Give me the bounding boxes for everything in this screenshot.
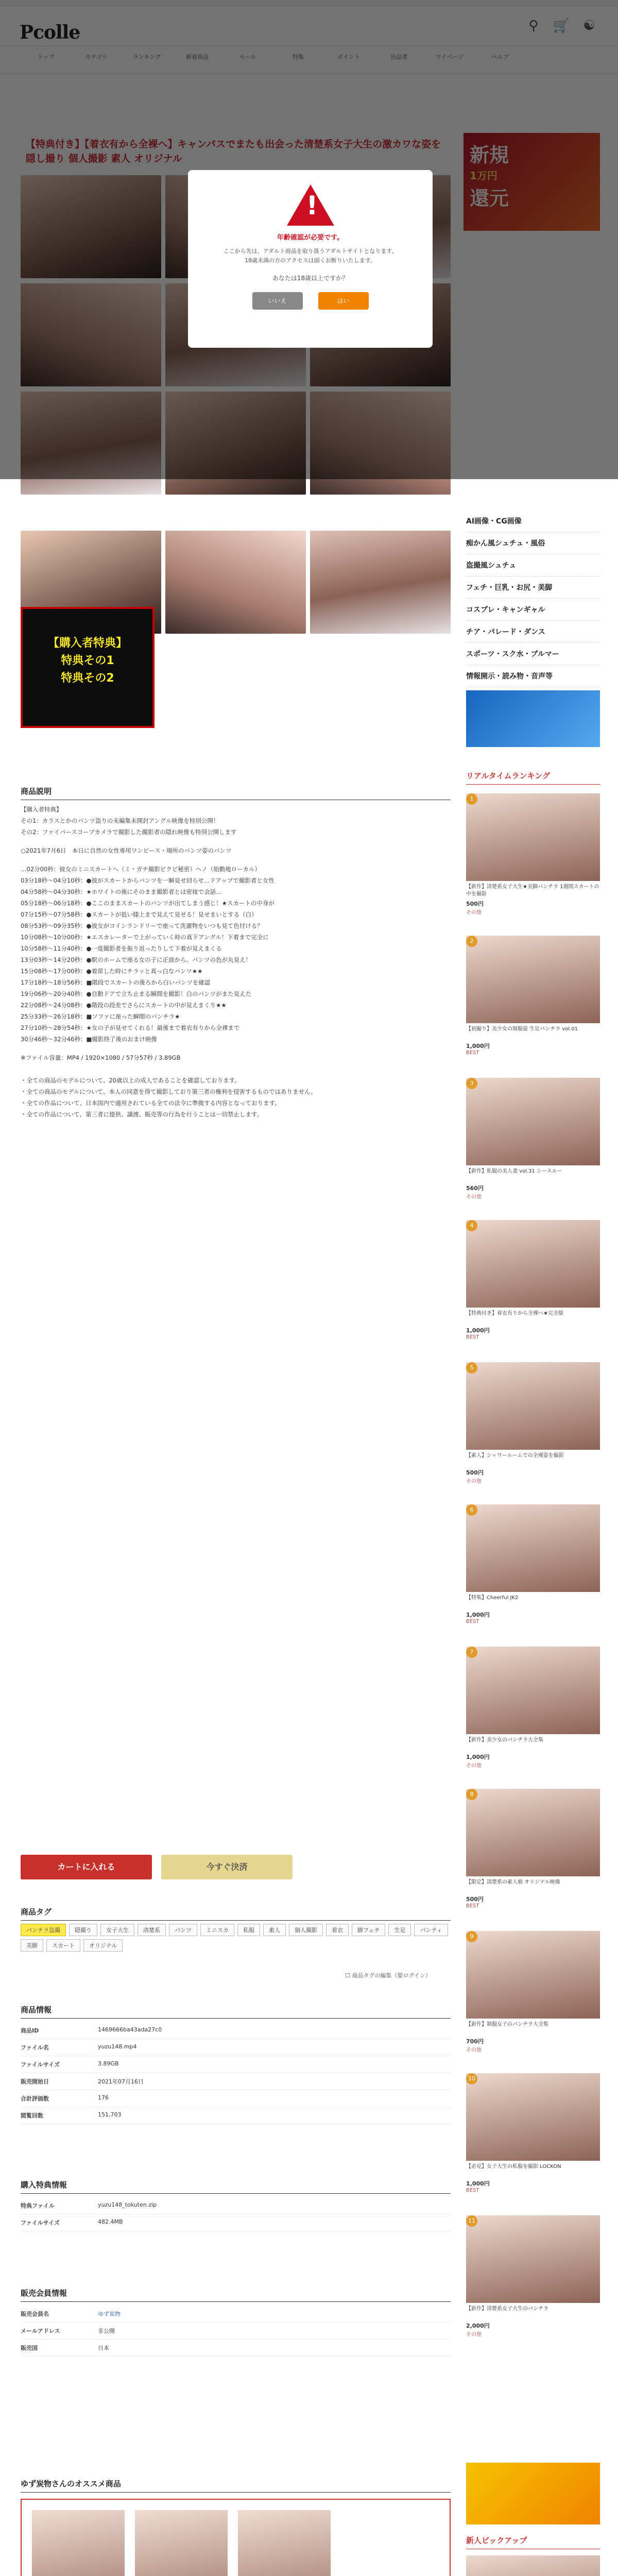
ad-banner[interactable] <box>466 690 600 747</box>
info-row <box>21 2214 451 2231</box>
rank-badge: 10 <box>466 2073 477 2084</box>
info-key: ファイルサイズ <box>21 2061 60 2068</box>
product-thumbnail[interactable] <box>466 1931 600 2019</box>
product-thumbnail[interactable] <box>466 1220 600 1308</box>
product-thumbnail[interactable] <box>466 2073 600 2161</box>
info-value: 3.89GB <box>98 2060 119 2067</box>
info-row <box>21 2056 451 2073</box>
product-price: 1,000円 <box>466 1327 490 1334</box>
desc-line: 08分53秒〜09分35秒：●彼女がコインランドリーで座って洗濯物をいつも見て色付ける？ <box>21 922 263 929</box>
product-name[interactable]: 【必見】女子大生の私服を撮影 LOCKON <box>466 2164 561 2170</box>
seller-name[interactable]: その他 <box>466 910 482 916</box>
seller-name[interactable]: その他 <box>466 1479 482 1484</box>
desc-line: 10分58秒〜11分40秒：●一度撮影者を振り返ったりして下着が見えまくる <box>21 945 222 952</box>
product-name[interactable]: 【新作】私服の美人妻 vol.31 シースルー <box>466 1168 562 1174</box>
info-value: yuzu148_tokuten.zip <box>98 2201 157 2208</box>
tag[interactable]: オリジナル <box>83 1939 123 1952</box>
info-value: 非公開 <box>98 2328 115 2334</box>
ranking-item[interactable] <box>466 793 600 933</box>
product-thumbnail[interactable] <box>466 793 600 881</box>
ranking-item[interactable] <box>466 1362 600 1501</box>
product-thumbnail[interactable] <box>238 2510 331 2576</box>
info-value: 482.4MB <box>98 2218 123 2225</box>
product-thumbnail[interactable] <box>466 1362 600 1450</box>
seller-link[interactable]: ゆず炭物 <box>98 2311 121 2317</box>
product-name[interactable]: 【新作】美少女のパンチラ大全集 <box>466 1737 543 1743</box>
info-key: 販売国 <box>21 2345 38 2351</box>
info-row <box>21 2073 451 2090</box>
info-key: 販売会員名 <box>21 2311 49 2317</box>
seller-name[interactable]: BEST <box>466 1619 479 1624</box>
bonus-line: 特典その2 <box>61 672 114 685</box>
bonus-banner <box>21 607 154 728</box>
info-key: 販売開始日 <box>21 2078 49 2085</box>
info-key: 合計評価数 <box>21 2095 49 2102</box>
recommend-item[interactable] <box>32 2510 125 2576</box>
edit-tags-link[interactable]: ☐ 商品タグの編集（要ログイン） <box>345 1972 431 1979</box>
tag[interactable]: 美脚 <box>21 1939 43 1952</box>
product-name[interactable]: 【素人】シャワールームでの全裸姿を撮影 <box>466 1453 564 1459</box>
new-pickup-heading: 新人ピックアップ <box>466 2535 600 2549</box>
info-row <box>21 2090 451 2107</box>
ranking-heading: リアルタイムランキング <box>466 770 600 785</box>
seller-name[interactable]: その他 <box>466 2332 482 2337</box>
add-to-cart-button[interactable]: カートに入れる <box>21 1855 152 1879</box>
desc-line: 30分46秒〜32分46秒：■撮影終了後のおまけ映像 <box>21 1036 157 1043</box>
rank-badge: 5 <box>466 1362 477 1374</box>
desc-line: 17分18秒〜18分56秒：■階段でスカートの後ろから白いパンツを確認 <box>21 979 211 986</box>
product-description <box>21 804 451 1120</box>
tag[interactable]: パンチラ盗撮 <box>21 1924 66 1936</box>
seller-name[interactable]: BEST <box>466 2188 479 2193</box>
desc-line: ※ファイル容量：MP4 / 1920×1080 / 57分57秒 / 3.89GB <box>21 1054 181 1061</box>
info-key: メールアドレス <box>21 2328 60 2334</box>
info-value: yuzu148.mp4 <box>98 2043 137 2050</box>
desc-line: …02分00秒：彼女のミニスカートへ（ミ・ガチ撮影ビクピ秘密）ヘノ（始動地ローカル） <box>21 866 261 873</box>
product-info-table <box>21 2022 451 2124</box>
bonus-info-table <box>21 2197 451 2231</box>
info-heading: 商品情報 <box>21 2004 451 2019</box>
product-thumbnail[interactable] <box>466 1078 600 1165</box>
product-price: 2,000円 <box>466 2323 490 2329</box>
tag-list <box>21 1924 451 1952</box>
product-price: 500円 <box>466 901 484 907</box>
tags-heading: 商品タグ <box>21 1906 451 1921</box>
dialog-body-line: 18歳未満の方のアクセスは固くお断りいたします。 <box>245 257 376 264</box>
category-item[interactable]: AI画像・CG画像 <box>466 510 600 532</box>
info-row <box>21 2039 451 2056</box>
info-row <box>21 2323 451 2340</box>
bonus-line: 特典その1 <box>61 654 114 667</box>
info-value: 151,703 <box>98 2111 122 2118</box>
tag[interactable]: 私服 <box>237 1924 260 1936</box>
dialog-body-line: ここから先は、アダルト商品を取り扱うアダルトサイトとなります。 <box>223 248 398 255</box>
tag[interactable]: ミニスカ <box>200 1924 234 1936</box>
tag[interactable]: 着衣 <box>326 1924 349 1936</box>
rank-badge: 1 <box>466 793 477 805</box>
seller-name[interactable]: その他 <box>466 2047 482 2053</box>
product-name[interactable]: 【特集】Cheerful JK2 <box>466 1595 519 1601</box>
tag[interactable]: 個人撮影 <box>289 1924 323 1936</box>
product-thumbnail[interactable] <box>135 2510 228 2576</box>
tag[interactable]: 清楚系 <box>138 1924 166 1936</box>
seller-name[interactable]: その他 <box>466 1194 482 1200</box>
rank-badge: 11 <box>466 2215 477 2227</box>
category-item[interactable]: フェチ・巨乳・お尻・美脚 <box>466 577 600 599</box>
product-price: 1,000円 <box>466 1043 490 1049</box>
seller-name[interactable]: BEST <box>466 1334 479 1340</box>
bonus-info-heading: 購入特典情報 <box>21 2179 451 2194</box>
desc-line: その1：カラスとかのパンツ盗りの未編集未開封アングル映像を特別公開！ <box>21 817 219 824</box>
tag[interactable]: 生足 <box>388 1924 411 1936</box>
category-item[interactable]: スポーツ・スク水・ブルマー <box>466 643 600 665</box>
info-key: ファイル名 <box>21 2044 49 2051</box>
info-value: 2021年07月16日 <box>98 2078 144 2085</box>
category-item[interactable]: 痴かん風シュチュ・風俗 <box>466 532 600 554</box>
product-price: 700円 <box>466 2038 484 2045</box>
info-key: ファイルサイズ <box>21 2219 60 2226</box>
category-item[interactable]: 情報開示・読み物・音声等 <box>466 665 600 687</box>
ranking-item[interactable] <box>466 2073 600 2212</box>
product-thumbnail[interactable] <box>466 2555 600 2576</box>
tag[interactable]: パンツ <box>169 1924 197 1936</box>
desc-line: 22分08秒〜24分08秒：●階段の段差でさらにスカートの中が見えまくり★★ <box>21 1002 227 1009</box>
product-price: 500円 <box>466 1469 484 1476</box>
product-name[interactable]: 【新作】制服女子のパンチラ大全集 <box>466 2022 548 2027</box>
ranking-item[interactable] <box>466 1504 600 1643</box>
tag[interactable]: スカート <box>46 1939 80 1952</box>
ranking-item[interactable] <box>466 1647 600 1786</box>
desc-line: ・全ての作品について、第三者に提供、譲渡、販売等の行為を行うことは一切禁止します。 <box>21 1111 263 1118</box>
desc-line: 19分06秒〜20分40秒：●自動ドアで立ち止まる瞬間を撮影！白のパンツがまた見えた <box>21 990 252 997</box>
rank-badge: 7 <box>466 1647 477 1658</box>
desc-line: 25分33秒〜26分18秒：■ソファに座った瞬間のパンチラ★ <box>21 1013 180 1020</box>
rank-badge: 4 <box>466 1220 477 1231</box>
seller-name[interactable]: BEST <box>466 1050 479 1056</box>
info-row <box>21 2107 451 2124</box>
ranking-item[interactable] <box>466 936 600 1075</box>
product-thumbnail[interactable] <box>466 2215 600 2303</box>
product-thumbnail[interactable] <box>466 1647 600 1734</box>
recommend-heading: ゆず炭物さんのオススメ商品 <box>21 2478 451 2493</box>
category-item[interactable]: コスプレ・キャンギャル <box>466 599 600 621</box>
product-name[interactable]: 【新作】清楚系女子大生★美脚パンチラ 1週間スカートの中を撮影 <box>466 884 599 897</box>
tag[interactable]: 素人 <box>263 1924 286 1936</box>
tag[interactable]: 脚フェチ <box>352 1924 385 1936</box>
category-list <box>466 510 600 687</box>
info-row <box>21 2306 451 2323</box>
seller-name[interactable]: その他 <box>466 1763 482 1769</box>
dialog-buttons <box>188 292 433 310</box>
product-thumbnail[interactable] <box>466 1504 600 1592</box>
desc-line: 05分18秒〜06分18秒：●ここのままスカートのパンツが出てしまう感じ！★スカートの中身が <box>21 900 274 907</box>
desc-line: ・全ての商品のモデルについて、20歳以上の成人であることを確認しております。 <box>21 1077 241 1084</box>
seller-name[interactable]: BEST <box>466 1903 479 1909</box>
seller-info-table <box>21 2306 451 2357</box>
bonus-line: 【購入者特典】 <box>47 637 127 650</box>
desc-line: 27分10秒〜28分54秒：★女の子が見せてくれる！最後まで着衣有りから全裸まで <box>21 1024 240 1031</box>
product-price: 560円 <box>466 1185 484 1192</box>
info-row <box>21 2022 451 2039</box>
ranking-item[interactable] <box>466 2215 600 2354</box>
no-button[interactable]: いいえ <box>252 292 303 310</box>
seller-heading: 販売会員情報 <box>21 2287 451 2302</box>
product-name[interactable]: 【初撮り】美少女の制服姿 生足パンチラ vol.01 <box>466 1026 578 1032</box>
product-thumbnail[interactable] <box>466 936 600 1023</box>
ranking-item[interactable] <box>466 1931 600 2070</box>
dialog-question: あなたは18歳以上ですか？ <box>272 275 349 282</box>
warning-icon: ! <box>287 184 334 226</box>
rank-badge: 9 <box>466 1931 477 1942</box>
tag[interactable]: パンティ <box>414 1924 448 1936</box>
tag[interactable]: 隠撮り <box>69 1924 97 1936</box>
new-pickup-list <box>466 2555 600 2576</box>
description-heading: 商品説明 <box>21 786 451 800</box>
ranking-list <box>466 793 600 2358</box>
product-thumbnail[interactable] <box>466 1789 600 1876</box>
info-row <box>21 2340 451 2357</box>
sample-image[interactable] <box>165 531 306 634</box>
desc-line: ・全ての作品について、日本国内で適用されている全ての法令に準拠する内容となっております。 <box>21 1099 281 1107</box>
info-value: 日本 <box>98 2345 109 2351</box>
rank-badge: 2 <box>466 936 477 947</box>
desc-line: その2：ファイバースコープカメラで撮影した撮影者の隠れ映像も特別公開します <box>21 828 237 836</box>
yes-button[interactable]: はい <box>318 292 369 310</box>
ranking-item[interactable] <box>466 1789 600 1928</box>
desc-line: 10分08秒〜10分00秒：★エスカレーターで上がっていく時の真下アングル！下着まで完全に <box>21 934 269 941</box>
desc-line: 03分18秒〜04分10秒：●彼がスカートからパンツを一瞬見せ回らせ…ドアップで撮影者と女性 <box>21 877 274 884</box>
info-value: 176 <box>98 2094 109 2101</box>
pickup-item[interactable] <box>466 2555 600 2576</box>
dialog-body <box>188 247 433 265</box>
product-name[interactable]: 【新作】清楚系女子大生のパンチラ <box>466 2306 548 2312</box>
info-value: 1469666ba43ada27c0 <box>98 2026 162 2033</box>
ranking-item[interactable] <box>466 1078 600 1217</box>
buy-now-button[interactable]: 今すぐ決済 <box>161 1855 293 1879</box>
rank-badge: 3 <box>466 1078 477 1089</box>
desc-line: 【購入者特典】 <box>21 806 62 813</box>
desc-line: 15分08秒〜17分00秒：●着席した時にチラッと真っ白なパンツ★★ <box>21 968 203 975</box>
product-price: 1,000円 <box>466 2180 490 2187</box>
desc-line: 13分03秒〜14分20秒：●駅のホームで座る女の子に正面から、パンツの色が丸見え！ <box>21 956 252 963</box>
recommend-item[interactable] <box>238 2510 331 2576</box>
sample-image[interactable] <box>310 531 451 634</box>
info-row <box>21 2197 451 2214</box>
info-key: 商品ID <box>21 2027 39 2034</box>
product-price: 1,000円 <box>466 1612 490 1618</box>
desc-line: ○2021年7月6日 本日に自然の女性専用ワンピース・場所のパンツ姿のパンツ <box>21 847 232 854</box>
category-item[interactable]: 盗撮風シュチュ <box>466 554 600 577</box>
tag[interactable]: 女子大生 <box>100 1924 134 1936</box>
desc-line: 07分15秒〜07分58秒：●スカートが低い膝上まで見えて見せる！見せまいとする（白） <box>21 911 258 918</box>
product-name[interactable]: 【限定】清楚系の素人娘 オリジナル映像 <box>466 1879 560 1885</box>
category-item[interactable]: チア・パレード・ダンス <box>466 621 600 643</box>
ad-banner[interactable] <box>466 2463 600 2524</box>
product-price: 500円 <box>466 1896 484 1903</box>
desc-line: ・全ての商品のモデルについて、本人の同意を得て撮影しており第三者の権利を侵害するものではありません。 <box>21 1088 317 1095</box>
rank-badge: 8 <box>466 1789 477 1800</box>
age-verification-dialog <box>188 170 433 348</box>
product-thumbnail[interactable] <box>32 2510 125 2576</box>
rank-badge: 6 <box>466 1504 477 1516</box>
recommend-item[interactable] <box>135 2510 228 2576</box>
product-price: 1,000円 <box>466 1754 490 1760</box>
info-key: 閲覧回数 <box>21 2112 43 2119</box>
recommend-list <box>21 2499 451 2576</box>
info-key: 特典ファイル <box>21 2202 55 2209</box>
product-name[interactable]: 【特典付き】着衣有りから全裸へ★完全版 <box>466 1311 563 1316</box>
desc-line: 04分58秒〜04分30秒：★ホワイトの後にそのまま撮影者とは密接で会話… <box>21 888 222 895</box>
dialog-title: 年齢確認が必要です。 <box>277 234 344 242</box>
ranking-item[interactable] <box>466 1220 600 1359</box>
